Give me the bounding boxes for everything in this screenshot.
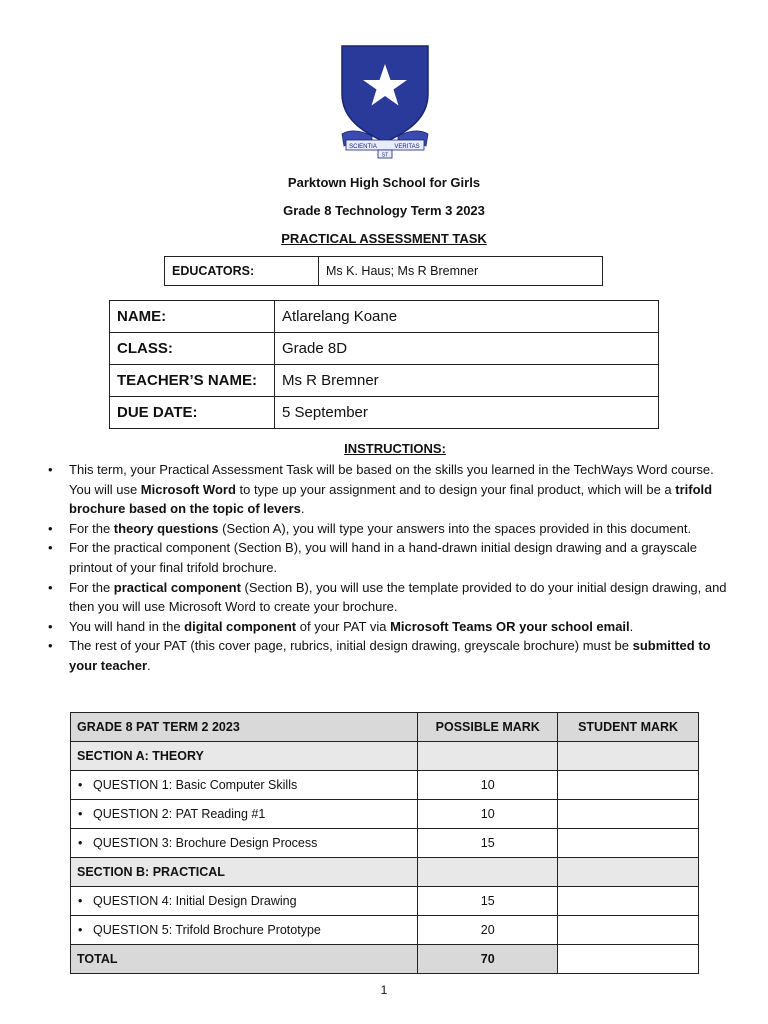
possible-mark: 10 (418, 800, 558, 829)
list-item: • For the theory questions (Section A), you will type your answers into the spaces provided in this document. (48, 520, 692, 536)
page-number: 1 (380, 983, 388, 997)
crest-motto-left: SCIENTIA (349, 144, 377, 150)
due-date-label: DUE DATE: (110, 397, 275, 429)
crest-initials: ST (381, 152, 389, 159)
student-mark-cell (558, 800, 699, 829)
table-row (71, 742, 699, 771)
question-label: QUESTION 1: Basic Computer Skills (93, 778, 298, 792)
question-label: QUESTION 3: Brochure Design Process (93, 836, 318, 850)
table-row (71, 858, 699, 887)
due-date-value: 5 September (275, 397, 659, 429)
student-mark-cell (558, 771, 699, 800)
col-header-term: GRADE 8 PAT TERM 2 2023 (77, 720, 240, 734)
educators-label: EDUCATORS: (165, 257, 319, 286)
list-item: • For the practical component (Section B), you will hand in a hand-drawn initial design drawing and a grayscale printout of your final trifold brochure. (48, 540, 697, 575)
educators-value: Ms K. Haus; Ms R Bremner (319, 257, 603, 286)
possible-mark: 20 (418, 916, 558, 945)
instructions-title: INSTRUCTIONS: (344, 441, 446, 456)
question-label: QUESTION 5: Trifold Brochure Prototype (93, 923, 321, 937)
list-item: • You will hand in the digital component of your PAT via Microsoft Teams OR your school email. (48, 618, 634, 634)
marks-table (70, 712, 699, 974)
possible-mark: 10 (418, 771, 558, 800)
possible-mark: 15 (418, 887, 558, 916)
list-item: • For the practical component (Section B), you will use the template provided to do your initial design drawing, and then you will use Microsoft Word to create your brochure. (48, 579, 727, 615)
col-header-possible: POSSIBLE MARK (435, 720, 540, 734)
school-name: Parktown High School for Girls (287, 175, 481, 190)
col-header-student: STUDENT MARK (578, 720, 679, 734)
list-item: • The rest of your PAT (this cover page, rubrics, initial design drawing, greyscale brochure) must be submitted to your teacher. (48, 638, 711, 673)
name-label: NAME: (110, 301, 275, 333)
possible-mark: 15 (418, 829, 558, 858)
student-mark-cell (558, 829, 699, 858)
table-row: • QUESTION 5: Trifold Brochure Prototype 20 (71, 916, 699, 945)
question-label: QUESTION 2: PAT Reading #1 (93, 807, 266, 821)
table-row: • QUESTION 2: PAT Reading #1 10 (71, 800, 699, 829)
class-value: Grade 8D (275, 333, 659, 365)
table-header-row (71, 713, 699, 742)
section-b-label: SECTION B: PRACTICAL (77, 865, 225, 879)
instructions-list (48, 460, 728, 676)
table-row: • QUESTION 3: Brochure Design Process 15 (71, 829, 699, 858)
class-label: CLASS: (110, 333, 275, 365)
list-item: • This term, your Practical Assessment Task will be based on the skills you learned in the TechWays Word course. You will use Microsoft Word to type up your assignment and to design your final product, which will be a trifold brochure based on the topic of levers. (48, 462, 714, 517)
table-row: • QUESTION 4: Initial Design Drawing 15 (71, 887, 699, 916)
name-value: Atlarelang Koane (275, 301, 659, 333)
educators-table (164, 256, 603, 286)
crest-motto-right: VERITAS (394, 144, 420, 150)
total-label: TOTAL (77, 952, 118, 966)
section-a-label: SECTION A: THEORY (77, 749, 204, 763)
course-title: Grade 8 Technology Term 3 2023 (283, 203, 485, 218)
student-info-table (109, 300, 659, 429)
student-mark-cell (558, 916, 699, 945)
student-mark-cell (558, 887, 699, 916)
teacher-label: TEACHER’S NAME: (110, 365, 275, 397)
question-label: QUESTION 4: Initial Design Drawing (93, 894, 297, 908)
total-row (71, 945, 699, 974)
school-crest-logo (338, 42, 432, 164)
student-total-cell (558, 945, 699, 974)
task-title: PRACTICAL ASSESSMENT TASK (281, 231, 487, 246)
teacher-value: Ms R Bremner (275, 365, 659, 397)
total-mark: 70 (480, 952, 495, 966)
table-row: • QUESTION 1: Basic Computer Skills 10 (71, 771, 699, 800)
